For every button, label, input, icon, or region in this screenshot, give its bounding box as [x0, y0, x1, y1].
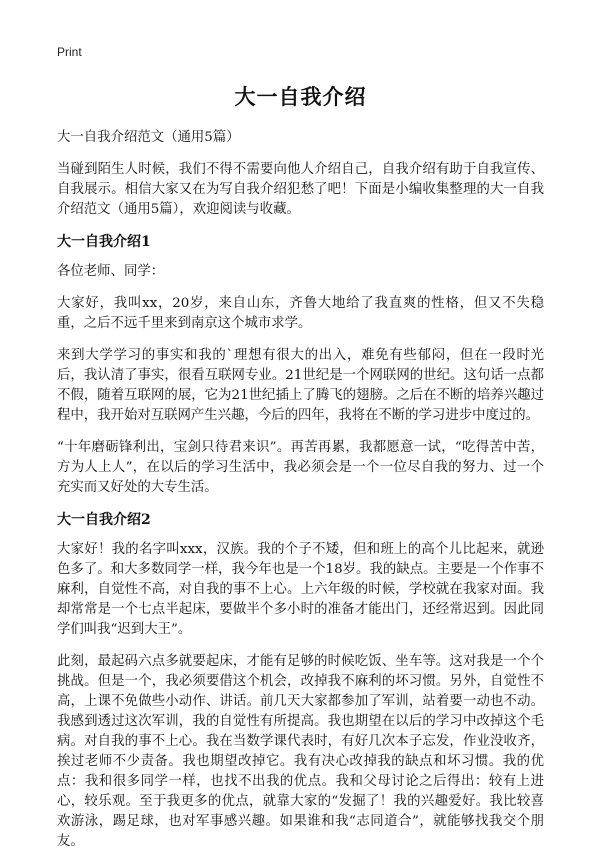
- section-2-paragraph: 此刻，最起码六点多就要起床，才能有足够的时候吃饭、坐车等。这对我是一个个挑战。但是一个，我必须要借这个机会，改掉我不麻利的坏习惯。另外，自觉性不高，上课不免做些小动作、讲话。前几天大家都参加了军训，站着要一动也不动。我感到透过这次军训，我的自觉性有所提高。我也期望在以后的学习中改掉这个毛病。对自我的事不上心。我在当数学课代表时，有好几次本子忘发，作业没收齐，挨过老师不少责备。我也期望改掉它。我有决心改掉我的缺点和坏习惯。我的优点：我和很多同学一样，也找不出我的优点。我和父母讨论之后得出：较有上进心，较乐观。至于我更多的优点，就靠大家的“发掘了！我的兴趣爱好。我比较喜欢游泳，踢足球，也对军事感兴趣。如果谁和我“志同道合”，就能够找我交个朋友。: [57, 654, 544, 849]
- section-1-paragraph: 各位老师、同学：: [57, 264, 165, 279]
- document-subtitle: 大一自我介绍范文（通用5篇）: [57, 130, 240, 145]
- intro-paragraph: 当碰到陌生人时候，我们不得不需要向他人介绍自己，自我介绍有助于自我宣传、自我展示。相信大家又在为写自我介绍犯愁了吧！下面是小编收集整理的大一自我介绍范文（通用5篇），欢迎阅读与收藏。: [57, 162, 544, 217]
- section-2-paragraph: 大家好！我的名字叫xxx，汉族。我的个子不矮，但和班上的高个儿比起来，就逊色多了。和大多数同学一样，我今年也是一个18岁。我的缺点。主要是一个作事不麻利，自觉性不高，对自我的事不上心。上六年级的时候，学校就在我家对面。我却常常是一个七点半起床，要做半个多小时的准备才能出门，还经常迟到。因此同学们叫我“迟到大王”。: [57, 542, 544, 637]
- print-label: Print: [57, 45, 82, 59]
- section-1-paragraph: “十年磨砺锋利出，宝剑只待君来识”。再苦再累，我都愿意一试，“吃得苦中苦，方为人上人”，在以后的学习生活中，我必须会是一个一位尽自我的努力、过一个充实而又好处的大专生活。: [57, 440, 544, 495]
- section-heading-2: 大一自我介绍2: [57, 512, 151, 528]
- section-1-paragraph: 来到大学学习的事实和我的`理想有很大的出入，难免有些郁闷，但在一段时光后，我认清了事实，很看互联网专业。21世纪是一个网联网的世纪。这句话一点都不假，随着互联网的展，它为21世纪插上了腾飞的翅膀。之后在不断的培养兴趣过程中，我开始对互联网产生兴趣，今后的四年，我将在不断的学习进步中度过的。: [57, 348, 544, 423]
- section-heading-1: 大一自我介绍1: [57, 234, 151, 250]
- document-title: 大一自我介绍: [234, 84, 367, 109]
- section-1-paragraph: 大家好，我叫xx，20岁，来自山东，齐鲁大地给了我直爽的性格，但又不失稳重，之后不远千里来到南京这个城市求学。: [57, 296, 544, 331]
